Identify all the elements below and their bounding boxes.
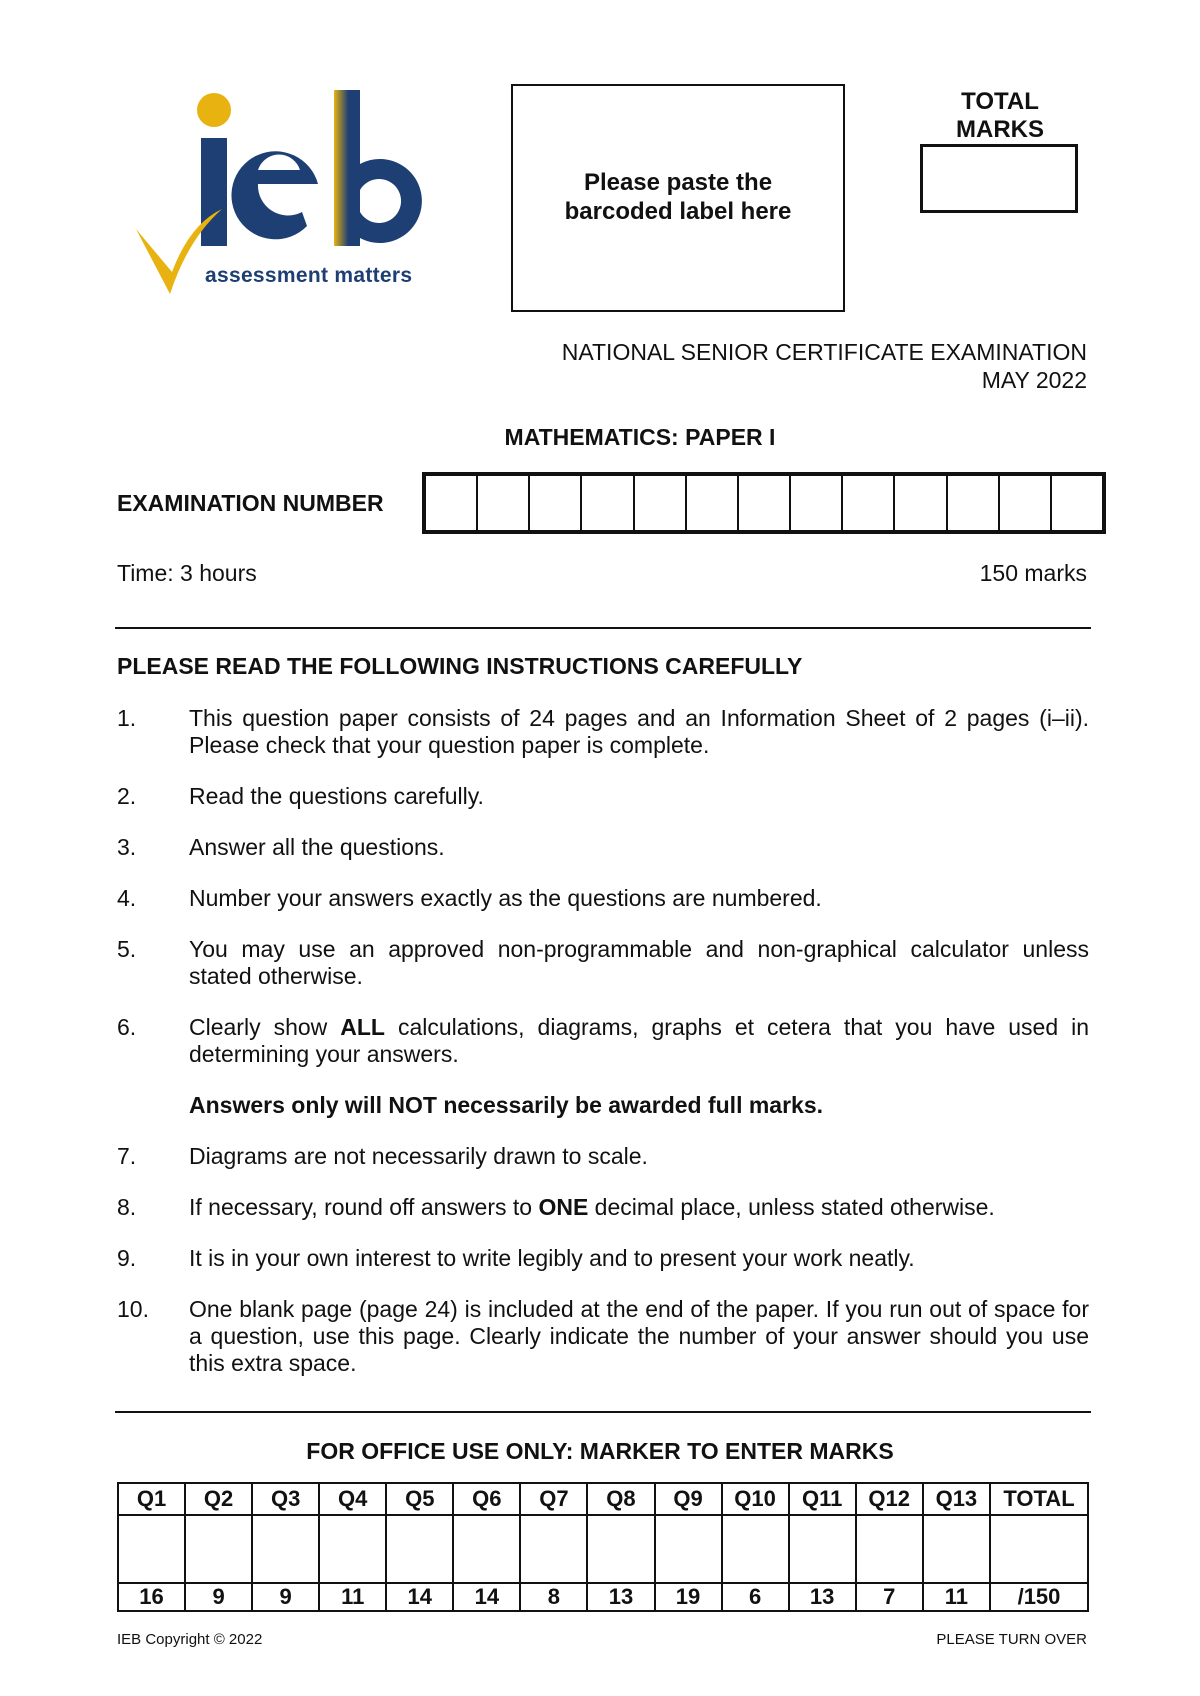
instruction-text: Read the questions carefully. bbox=[189, 783, 484, 809]
exam-number-cell[interactable] bbox=[791, 476, 843, 530]
instruction-note: Answers only will NOT necessarily be awarded full marks. bbox=[189, 1092, 824, 1118]
instruction-number: 8. bbox=[117, 1194, 137, 1220]
marks-header-cell: Q12 bbox=[856, 1483, 923, 1515]
marks-header-cell: Q13 bbox=[923, 1483, 990, 1515]
marks-max-cell: 9 bbox=[185, 1583, 252, 1611]
instruction-text bbox=[189, 1194, 1089, 1221]
time-allowed: Time: 3 hours bbox=[117, 560, 257, 586]
marks-max-cell: 7 bbox=[856, 1583, 923, 1611]
instruction-text: It is in your own interest to write legibly and to present your work neatly. bbox=[189, 1245, 915, 1271]
marks-table-header-row bbox=[118, 1483, 1088, 1515]
instruction-item bbox=[117, 1014, 1089, 1068]
instruction-text: Answer all the questions. bbox=[189, 834, 445, 860]
instruction-item bbox=[117, 834, 1089, 861]
marks-entry-cell[interactable] bbox=[856, 1515, 923, 1583]
instruction-number: 9. bbox=[117, 1245, 137, 1271]
ieb-logo bbox=[130, 84, 470, 304]
instructions-list bbox=[117, 705, 1089, 1401]
instruction-text: This question paper consists of 24 pages and an Information Sheet of 2 pages (i–ii). Please check that your question paper is complete. bbox=[189, 705, 1089, 758]
marks-entry-cell[interactable] bbox=[789, 1515, 856, 1583]
instruction-number: 1. bbox=[117, 705, 137, 731]
instruction-text: Number your answers exactly as the questions are numbered. bbox=[189, 885, 822, 911]
instruction-number: 10. bbox=[117, 1296, 149, 1322]
instruction-text: You may use an approved non-programmable and non-graphical calculator unless stated otherwise. bbox=[189, 936, 1089, 989]
exam-number-label: EXAMINATION NUMBER bbox=[117, 490, 384, 516]
exam-number-grid bbox=[422, 472, 1106, 534]
instruction-text-part: Clearly show bbox=[189, 1014, 341, 1040]
instructions-heading: PLEASE READ THE FOLLOWING INSTRUCTIONS CAREFULLY bbox=[117, 653, 803, 679]
instruction-number: 5. bbox=[117, 936, 137, 962]
exam-title-line1: NATIONAL SENIOR CERTIFICATE EXAMINATION bbox=[561, 339, 1087, 365]
exam-number-cell[interactable] bbox=[687, 476, 739, 530]
instruction-emphasis: ALL bbox=[340, 1014, 385, 1040]
office-use-heading: FOR OFFICE USE ONLY: MARKER TO ENTER MARKS bbox=[306, 1438, 894, 1464]
marks-entry-cell[interactable] bbox=[386, 1515, 453, 1583]
instruction-item bbox=[117, 936, 1089, 990]
marks-entry-cell[interactable] bbox=[252, 1515, 319, 1583]
instruction-item bbox=[117, 1194, 1089, 1221]
marks-header-cell: Q10 bbox=[722, 1483, 789, 1515]
marks-entry-cell[interactable] bbox=[118, 1515, 185, 1583]
total-marks-label: TOTAL MARKS bbox=[956, 88, 1044, 143]
marks-table-max-row bbox=[118, 1583, 1088, 1611]
instruction-text-part: decimal place, unless stated otherwise. bbox=[588, 1194, 995, 1220]
marks-entry-cell[interactable] bbox=[319, 1515, 386, 1583]
marks-max-cell: 13 bbox=[789, 1583, 856, 1611]
instruction-number: 6. bbox=[117, 1014, 137, 1040]
exam-number-cell[interactable] bbox=[1000, 476, 1052, 530]
divider bbox=[115, 1411, 1091, 1413]
instruction-item bbox=[117, 1245, 1089, 1272]
exam-number-cell[interactable] bbox=[843, 476, 895, 530]
marks-header-cell: Q6 bbox=[453, 1483, 520, 1515]
exam-number-cell[interactable] bbox=[1052, 476, 1102, 530]
instruction-text: One blank page (page 24) is included at the end of the paper. If you run out of space for a question, use this page. Clearly indicate the number of your answer should you use this extra space. bbox=[189, 1296, 1089, 1376]
marks-max-cell: 16 bbox=[118, 1583, 185, 1611]
exam-title bbox=[562, 338, 1087, 394]
instruction-item bbox=[117, 1296, 1089, 1377]
divider bbox=[115, 627, 1091, 629]
instruction-item bbox=[117, 783, 1089, 810]
footer-turn-over: PLEASE TURN OVER bbox=[936, 1631, 1087, 1648]
marks-entry-cell[interactable] bbox=[587, 1515, 654, 1583]
marks-table bbox=[117, 1482, 1089, 1612]
marks-entry-cell[interactable] bbox=[185, 1515, 252, 1583]
instruction-item bbox=[117, 885, 1089, 912]
marks-table-entry-row bbox=[118, 1515, 1088, 1583]
marks-entry-cell[interactable] bbox=[923, 1515, 990, 1583]
instruction-number: 4. bbox=[117, 885, 137, 911]
marks-max-cell: 11 bbox=[923, 1583, 990, 1611]
total-marks-box[interactable] bbox=[920, 144, 1078, 213]
instruction-text-part: calculations, diagrams, graphs et cetera that you have used in determining your answers. bbox=[189, 1014, 1090, 1067]
exam-number-cell[interactable] bbox=[635, 476, 687, 530]
exam-number-cell[interactable] bbox=[895, 476, 947, 530]
marks-header-cell: Q8 bbox=[587, 1483, 654, 1515]
marks-max-cell: /150 bbox=[990, 1583, 1088, 1611]
marks-max-cell: 9 bbox=[252, 1583, 319, 1611]
marks-header-cell: Q4 bbox=[319, 1483, 386, 1515]
marks-entry-cell[interactable] bbox=[722, 1515, 789, 1583]
marks-max-cell: 6 bbox=[722, 1583, 789, 1611]
exam-number-cell[interactable] bbox=[948, 476, 1000, 530]
instruction-text: Diagrams are not necessarily drawn to scale. bbox=[189, 1143, 648, 1169]
exam-number-cell[interactable] bbox=[739, 476, 791, 530]
exam-number-cell[interactable] bbox=[530, 476, 582, 530]
footer-copyright: IEB Copyright © 2022 bbox=[117, 1631, 263, 1648]
instruction-number: 7. bbox=[117, 1143, 137, 1169]
marks-header-cell: Q2 bbox=[185, 1483, 252, 1515]
instruction-emphasis: ONE bbox=[538, 1194, 589, 1220]
total-marks-text: 150 marks bbox=[979, 560, 1087, 586]
instruction-item bbox=[117, 705, 1089, 759]
marks-max-cell: 11 bbox=[319, 1583, 386, 1611]
instruction-text bbox=[189, 1014, 1089, 1068]
exam-number-cell[interactable] bbox=[426, 476, 478, 530]
marks-max-cell: 14 bbox=[453, 1583, 520, 1611]
logo-tagline: assessment matters bbox=[205, 264, 413, 287]
marks-header-cell: TOTAL bbox=[990, 1483, 1088, 1515]
marks-max-cell: 8 bbox=[520, 1583, 587, 1611]
instruction-number: 3. bbox=[117, 834, 137, 860]
marks-header-cell: Q7 bbox=[520, 1483, 587, 1515]
exam-title-line2: MAY 2022 bbox=[981, 367, 1087, 393]
marks-header-cell: Q5 bbox=[386, 1483, 453, 1515]
barcode-instruction: Please paste the barcoded label here bbox=[564, 169, 792, 225]
marks-header-cell: Q11 bbox=[789, 1483, 856, 1515]
marks-max-cell: 19 bbox=[655, 1583, 722, 1611]
paper-title: MATHEMATICS: PAPER I bbox=[504, 424, 776, 450]
marks-header-cell: Q1 bbox=[118, 1483, 185, 1515]
marks-entry-cell[interactable] bbox=[520, 1515, 587, 1583]
exam-number-cell[interactable] bbox=[582, 476, 634, 530]
marks-header-cell: Q9 bbox=[655, 1483, 722, 1515]
instruction-item bbox=[117, 1143, 1089, 1170]
marks-header-cell: Q3 bbox=[252, 1483, 319, 1515]
barcode-label-box bbox=[511, 84, 845, 312]
marks-max-cell: 13 bbox=[587, 1583, 654, 1611]
exam-number-cell[interactable] bbox=[478, 476, 530, 530]
marks-entry-cell[interactable] bbox=[990, 1515, 1088, 1583]
marks-entry-cell[interactable] bbox=[453, 1515, 520, 1583]
instruction-text-part: If necessary, round off answers to bbox=[189, 1194, 539, 1220]
instruction-number: 2. bbox=[117, 783, 137, 809]
marks-max-cell: 14 bbox=[386, 1583, 453, 1611]
marks-entry-cell[interactable] bbox=[655, 1515, 722, 1583]
